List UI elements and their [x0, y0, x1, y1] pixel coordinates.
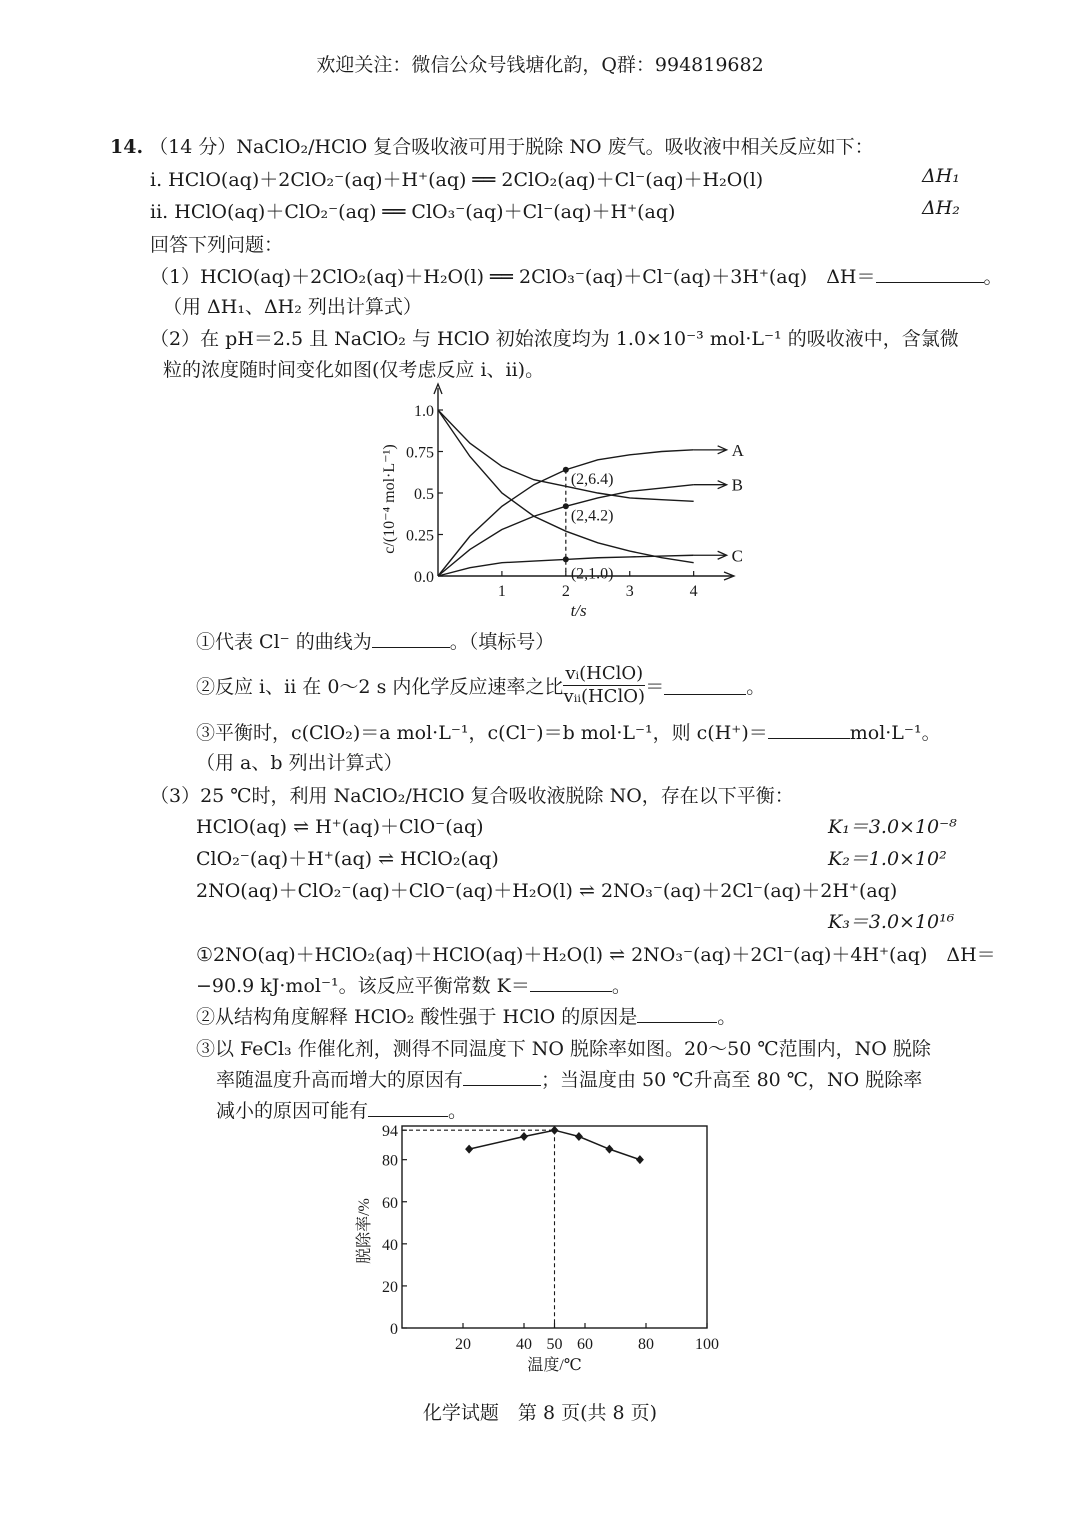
y-tick-label: 0.0: [414, 569, 434, 586]
part2-line1: （2）在 pH＝2.5 且 NaClO₂ 与 HClO 初始浓度均为 1.0×10⁻³ mol·L⁻¹ 的吸收液中，含氯微: [150, 328, 959, 350]
reaction-equation: HClO(aq)＋ClO₂⁻(aq) ══ ClO₃⁻(aq)＋Cl⁻(aq)＋H⁺(aq): [174, 201, 676, 223]
y-tick-label: 1.0: [414, 403, 434, 420]
part3-q3-text: 率随温度升高而增大的原因有: [216, 1069, 464, 1091]
annotation-point: [563, 503, 569, 509]
annotation-label: (2,4.2): [570, 507, 614, 525]
equilibrium-2: ClO₂⁻(aq)＋H⁺(aq) ⇌ HClO₂(aq): [196, 848, 499, 870]
y-tick-label: 0.5: [414, 486, 434, 503]
part3-q3-answer-blank-1[interactable]: [463, 1067, 541, 1086]
part2-q3: [196, 718, 941, 745]
equilibrium-1-constant: K₁＝3.0×10⁻⁸: [828, 816, 957, 838]
part3-q1-end: 。: [611, 975, 631, 997]
part3-q2-text: ②从结构角度解释 HClO₂ 酸性强于 HClO 的原因是: [196, 1006, 638, 1028]
x-tick-label: 1: [497, 583, 506, 600]
rate-ratio-numerator: vᵢ(HClO): [565, 662, 644, 684]
y-axis-label: c/(10⁻⁴ mol·L⁻¹): [381, 444, 398, 554]
x-tick-label: 2: [561, 583, 570, 600]
data-point-marker: [636, 1155, 644, 1164]
part2-q2-text: ②反应 i、ii 在 0～2 s 内化学反应速率之比: [196, 675, 564, 698]
y-tick-label: 94: [382, 1123, 398, 1141]
part3-q2-end: 。: [717, 1006, 737, 1028]
part3-line1: （3）25 ℃时，利用 NaClO₂/HClO 复合吸收液脱除 NO，存在以下平衡：: [150, 785, 794, 807]
y-tick-label: 40: [382, 1236, 398, 1254]
y-tick-label: 20: [382, 1278, 398, 1296]
annotation-label: (2,1.0): [570, 565, 614, 583]
reaction-ii: [150, 197, 675, 224]
series-label-C: C: [731, 546, 743, 566]
y-tick-label: 60: [382, 1194, 398, 1212]
x-axis-label: 温度/℃: [527, 1357, 582, 1374]
x-tick-label: 50: [546, 1336, 563, 1353]
annotation-point: [563, 556, 569, 562]
part2-q2-equals: ＝: [645, 675, 665, 698]
part3-q3-line1: ③以 FeCl₃ 作催化剂，测得不同温度下 NO 脱除率如图。20～50 ℃范围内，NO 脱除: [196, 1038, 931, 1060]
annotation-label: (2,6.4): [570, 470, 614, 488]
part3-q1-text: −90.9 kJ·mol⁻¹。该反应平衡常数 K＝: [196, 975, 530, 997]
question-number: 14.: [110, 136, 144, 158]
x-axis-label: t/s: [570, 601, 587, 620]
part3-q1-line1: ①2NO(aq)＋HClO₂(aq)＋HClO(aq)＋H₂O(l) ⇌ 2NO₃⁻(aq)＋2Cl⁻(aq)＋4H⁺(aq) ΔH＝: [196, 944, 996, 966]
part2-q3-unit: mol·L⁻¹。: [849, 722, 941, 744]
part3-q3-mid: ；当温度由 50 ℃升高至 80 ℃，NO 脱除率: [541, 1069, 923, 1091]
reaction-ii-enthalpy: ΔH₂: [922, 197, 960, 219]
part3-q3-line2: [216, 1065, 922, 1092]
x-tick-label: 80: [638, 1336, 654, 1353]
question-intro: NaClO₂/HClO 复合吸收液可用于脱除 NO 废气。吸收液中相关反应如下：: [236, 136, 874, 158]
y-tick-label: 0.75: [406, 444, 434, 462]
data-point-marker: [465, 1145, 473, 1154]
y-tick-label: 0.25: [406, 527, 434, 545]
series-label-B: B: [731, 475, 743, 495]
x-tick-label: 100: [695, 1336, 719, 1353]
reaction-i: [150, 165, 763, 192]
part1-equation: （1）HClO(aq)＋2ClO₂(aq)＋H₂O(l) ══ 2ClO₃⁻(aq)＋Cl⁻(aq)＋3H⁺(aq) ΔH＝: [150, 266, 876, 288]
part2-q1-text: ①代表 Cl⁻ 的曲线为: [196, 631, 372, 653]
rate-ratio-fraction: [563, 663, 645, 708]
answer-prompt: 回答下列问题：: [150, 234, 284, 256]
x-tick-label: 3: [625, 583, 634, 600]
question-header: [110, 132, 874, 159]
page-footer: 化学试题 第 8 页(共 8 页): [422, 1402, 658, 1424]
part2-line2: 粒的浓度随时间变化如图(仅考虑反应 i、ii)。: [163, 359, 545, 381]
part2-q3-answer-blank[interactable]: [768, 720, 850, 739]
part3-q1-answer-blank[interactable]: [530, 973, 612, 992]
part1-note: （用 ΔH₁、ΔH₂ 列出计算式）: [163, 296, 422, 318]
part2-q1-answer-blank[interactable]: [372, 629, 450, 648]
part3-q2-answer-blank[interactable]: [637, 1004, 717, 1023]
x-tick-label: 4: [689, 583, 698, 600]
reaction-label: ii.: [150, 201, 169, 223]
part3-q3-end: 。: [448, 1100, 468, 1122]
part1-answer-blank[interactable]: [876, 264, 984, 283]
equilibrium-2-constant: K₂＝1.0×10²: [828, 848, 947, 870]
part2-q1: [196, 627, 554, 654]
data-point-marker: [551, 1126, 559, 1135]
question-score: （14 分）: [149, 136, 237, 158]
x-tick-label: 20: [455, 1336, 471, 1353]
equilibrium-3: 2NO(aq)＋ClO₂⁻(aq)＋ClO⁻(aq)＋H₂O(l) ⇌ 2NO₃⁻(aq)＋2Cl⁻(aq)＋2H⁺(aq): [196, 880, 898, 902]
concentration-time-chart: [370, 380, 760, 625]
part3-q3-text2: 减小的原因可能有: [216, 1100, 369, 1122]
annotation-point: [563, 467, 569, 473]
reaction-i-enthalpy: ΔH₁: [922, 165, 960, 187]
data-point-marker: [520, 1132, 528, 1141]
removal-rate-chart: [345, 1118, 725, 1378]
x-tick-label: 40: [516, 1336, 532, 1353]
reaction-label: i.: [150, 169, 163, 191]
rate-ratio-denominator: vᵢᵢ(HClO): [563, 685, 645, 707]
part3-q1-line2: [196, 971, 631, 998]
y-tick-label: 80: [382, 1152, 398, 1170]
reaction-equation: HClO(aq)＋2ClO₂⁻(aq)＋H⁺(aq) ══ 2ClO₂(aq)＋Cl⁻(aq)＋H₂O(l): [168, 169, 764, 191]
part2-q3-text: ③平衡时，c(ClO₂)＝a mol·L⁻¹，c(Cl⁻)＝b mol·L⁻¹，则 c(H⁺)＝: [196, 722, 768, 744]
series-label-A: A: [731, 440, 744, 460]
data-point-marker: [605, 1145, 613, 1154]
part3-q3-answer-blank-2[interactable]: [368, 1098, 448, 1117]
part1-question: [150, 262, 1003, 289]
y-tick-label: 0: [390, 1321, 398, 1338]
x-tick-label: 60: [577, 1336, 593, 1353]
plot-frame: [402, 1126, 707, 1328]
equilibrium-3-constant: K₃＝3.0×10¹⁶: [828, 911, 955, 933]
data-point-marker: [575, 1132, 583, 1141]
part2-q2-answer-blank[interactable]: [664, 676, 746, 695]
equilibrium-1: HClO(aq) ⇌ H⁺(aq)＋ClO⁻(aq): [196, 816, 484, 838]
part2-q2: [196, 662, 765, 708]
part2-q1-end: 。（填标号）: [449, 631, 555, 653]
part2-q3-note: （用 a、b 列出计算式）: [196, 752, 403, 774]
part2-q2-end: 。: [746, 675, 766, 698]
y-axis-label: 脱除率/%: [356, 1198, 373, 1264]
part1-end: 。: [983, 266, 1003, 288]
header-banner: 欢迎关注：微信公众号钱塘化韵，Q群：994819682: [316, 54, 764, 76]
part3-q2: [196, 1002, 736, 1029]
